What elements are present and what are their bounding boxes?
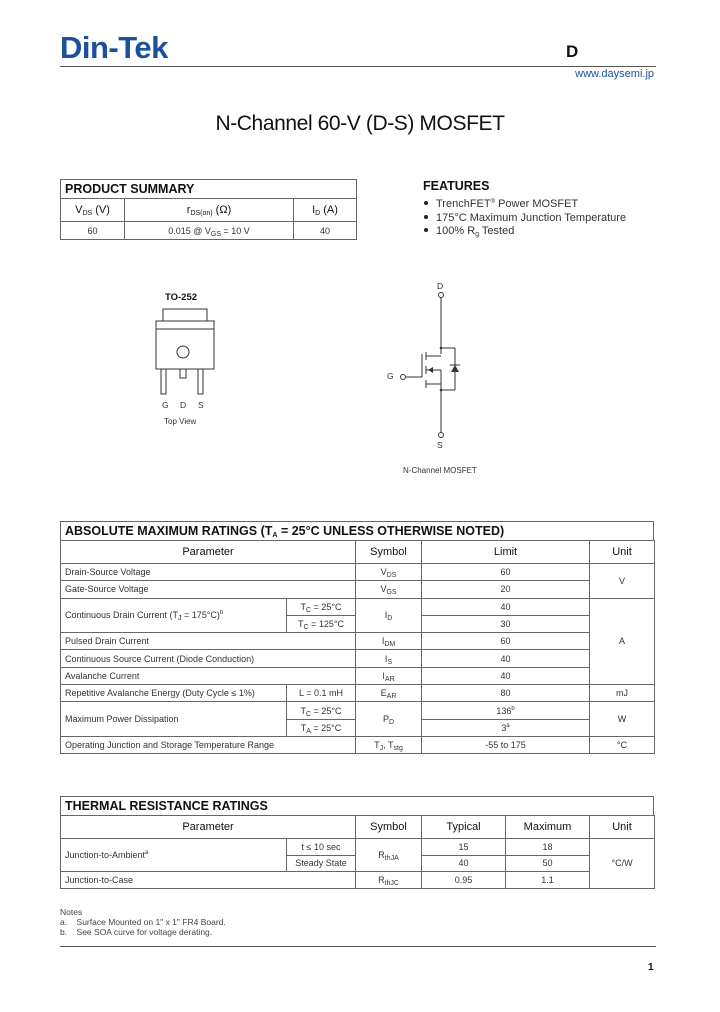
table-row: Repetitive Avalanche Energy (Duty Cycle ≤ 1%) L = 0.1 mH $E_{AR}$ 80 mJ — [61, 685, 655, 702]
table-row: Gate-Source Voltage $V_{GS}$ 20 — [61, 581, 655, 598]
feature-item: TrenchFET® Power MOSFET — [423, 198, 626, 212]
table-row: Junction-to-Case $R_{thJC}$ 0.95 1.1 — [61, 872, 655, 889]
features-list — [423, 198, 626, 239]
table-row: Pulsed Drain Current $I_{DM}$ 60 — [61, 633, 655, 650]
product-summary-caption: PRODUCT SUMMARY — [60, 179, 357, 198]
unit-header: Unit — [590, 541, 655, 564]
header-rule — [60, 66, 656, 67]
table-row: Maximum Power Dissipation $T_C = 25^\circ C$ $P_D$ 136$^b$ W — [61, 702, 655, 719]
rds-header: $r_{DS(on)}$ (Ω) — [125, 199, 294, 222]
table-row: Junction-to-Ambient$^a$ t ≤ 10 sec $R_{thJA}$ 15 18 °C/W — [61, 839, 655, 856]
features-heading: FEATURES — [423, 179, 490, 193]
table-row: $T_A = 25^\circ C$ 3$^a$ — [61, 719, 655, 736]
table-row: Continuous Drain Current $(T_J = 175^\circ C)^b$ $T_C = 25^\circ C$ $I_D$ 40 A — [61, 598, 655, 615]
id-header: $I_D$ (A) — [294, 199, 357, 222]
unit-header: Unit — [590, 816, 655, 839]
schem-s-label: S — [437, 440, 443, 450]
footer-rule — [60, 946, 656, 947]
table-row: Avalanche Current $I_{AR}$ 40 — [61, 667, 655, 684]
thermal-caption: THERMAL RESISTANCE RATINGS — [60, 796, 654, 815]
symbol-header: Symbol — [356, 541, 422, 564]
vds-header: $V_{DS}$ (V) — [61, 199, 125, 222]
page-number: 1 — [648, 962, 654, 973]
table-row: $T_C = 125^\circ C$ 30 — [61, 615, 655, 632]
symbol-header: Symbol — [356, 816, 422, 839]
brand-logo: Din-Tek — [60, 30, 168, 65]
pin-d-label: D — [180, 400, 187, 410]
id-value: 40 — [294, 222, 357, 240]
package-name: TO-252 — [165, 292, 198, 303]
typical-header: Typical — [422, 816, 506, 839]
note-a: a. Surface Mounted on 1" x 1" FR4 Board. — [60, 917, 226, 927]
to252-package-icon — [150, 302, 220, 398]
product-summary-table — [60, 198, 357, 240]
thermal-table — [60, 815, 655, 889]
schematic-caption: N-Channel MOSFET — [403, 466, 477, 475]
limit-header: Limit — [422, 541, 590, 564]
page-title: N-Channel 60-V (D-S) MOSFET — [215, 112, 505, 135]
notes — [60, 907, 226, 937]
rds-value: 0.015 @ $V_{GS} = 10$ V — [125, 222, 294, 240]
feature-item: 100% $R_g$ Tested — [423, 225, 626, 239]
bullet-icon — [424, 201, 428, 205]
part-letter: D — [566, 42, 579, 61]
notes-heading: Notes — [60, 907, 83, 917]
abs-max-caption: ABSOLUTE MAXIMUM RATINGS ($T_A = 25^\circ C$ UNLESS OTHERWISE NOTED) — [60, 521, 654, 540]
features — [423, 179, 626, 239]
website-link[interactable]: www.daysemi.jp — [575, 68, 654, 80]
abs-max-table — [60, 540, 655, 754]
pin-g-label: G — [162, 400, 169, 410]
bullet-icon — [424, 228, 428, 232]
table-row: Continuous Source Current (Diode Conduction) $I_S$ 40 — [61, 650, 655, 667]
schem-g-label: G — [387, 371, 394, 381]
bullet-icon — [424, 215, 428, 219]
table-row: Drain-Source Voltage $V_{DS}$ 60 V — [61, 564, 655, 581]
top-view-label: Top View — [164, 417, 197, 426]
mosfet-symbol-icon — [395, 290, 475, 440]
abs-max-ratings — [60, 521, 654, 754]
product-summary — [60, 179, 357, 240]
maximum-header: Maximum — [506, 816, 590, 839]
param-header: Parameter — [61, 816, 356, 839]
note-b: b. See SOA curve for voltage derating. — [60, 927, 213, 937]
thermal-ratings — [60, 796, 654, 889]
table-row: Operating Junction and Storage Temperature Range $T_J$, $T_{stg}$ -55 to 175 °C — [61, 736, 655, 753]
feature-item: 175°C Maximum Junction Temperature — [423, 212, 626, 226]
vds-value: 60 — [61, 222, 125, 240]
table-row: Steady State 40 50 — [61, 855, 655, 872]
param-header: Parameter — [61, 541, 356, 564]
pin-s-label: S — [198, 400, 204, 410]
schem-d-label: D — [437, 281, 444, 291]
